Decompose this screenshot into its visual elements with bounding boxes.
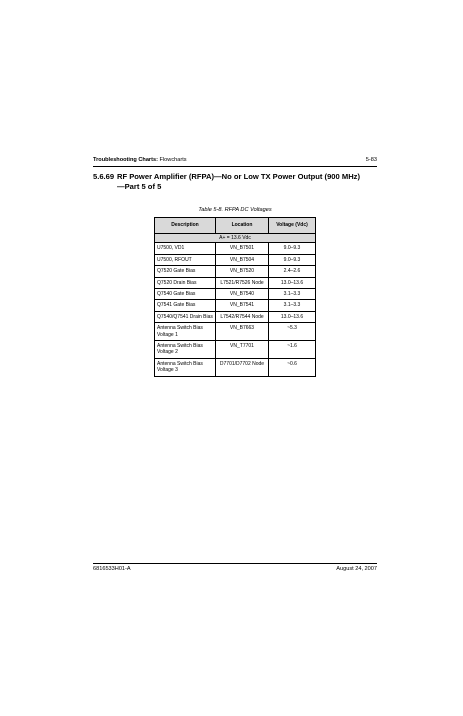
cell-description: U7500, VD1 [155, 243, 216, 254]
footer-rule [93, 563, 377, 564]
table-row [155, 266, 316, 277]
rfpa-dc-voltages-table [154, 217, 316, 377]
table-row [155, 300, 316, 311]
cell-description: Q7540 Gate Bias [155, 289, 216, 300]
table-row [155, 254, 316, 265]
header-rule [93, 166, 377, 167]
cell-description: Q7520 Drain Bias [155, 277, 216, 288]
chapter-title-bold: Troubleshooting Charts: [93, 157, 158, 163]
cell-location: VN_B7541 [216, 300, 269, 311]
supply-voltage-note: A+ = 13.6 Vdc [155, 234, 316, 243]
table-caption: Table 5-8. RFPA DC Voltages [198, 207, 272, 213]
cell-location: D7701/D7702 Node [216, 358, 269, 376]
cell-voltage: ~5.3 [269, 323, 316, 341]
table-row [155, 323, 316, 341]
cell-voltage: 9.0–9.3 [269, 254, 316, 265]
cell-voltage: 13.0–13.6 [269, 311, 316, 322]
table-row [155, 243, 316, 254]
cell-description: Antenna Switch Bias Voltage 3 [155, 358, 216, 376]
cell-description: U7500, RFOUT [155, 254, 216, 265]
cell-voltage: 2.4–2.6 [269, 266, 316, 277]
cell-location: L7542/R7544 Node [216, 311, 269, 322]
cell-location: L7521/R7526 Node [216, 277, 269, 288]
col-voltage-header: Voltage (Vdc) [269, 218, 316, 234]
cell-voltage: ~1.6 [269, 341, 316, 359]
cell-voltage: 13.0–13.6 [269, 277, 316, 288]
table-row [155, 289, 316, 300]
cell-voltage: ~0.6 [269, 358, 316, 376]
col-location-header: Location [216, 218, 269, 234]
cell-location: VN_T7701 [216, 341, 269, 359]
cell-description: Q7520 Gate Bias [155, 266, 216, 277]
cell-location: VN_B7504 [216, 254, 269, 265]
chapter-title [93, 157, 187, 163]
document-number: 6816533H01-A [93, 566, 131, 572]
cell-description: Q7541 Gate Bias [155, 300, 216, 311]
cell-description: Antenna Switch Bias Voltage 1 [155, 323, 216, 341]
cell-location: VN_B7520 [216, 266, 269, 277]
cell-description: Q7540/Q7541 Drain Bias [155, 311, 216, 322]
cell-voltage: 9.0–9.3 [269, 243, 316, 254]
section-title-line2: —Part 5 of 5 [117, 181, 162, 191]
section-heading [93, 172, 377, 191]
cell-description: Antenna Switch Bias Voltage 2 [155, 341, 216, 359]
table-row [155, 311, 316, 322]
page-number: 5-83 [365, 157, 377, 163]
table-row [155, 358, 316, 376]
cell-voltage: 3.1–3.3 [269, 300, 316, 311]
table-header-row [155, 218, 316, 234]
table-subheader-row [155, 234, 316, 243]
section-title-line1: RF Power Amplifier (RFPA)—No or Low TX Power Output (900 MHz) [117, 172, 361, 181]
cell-voltage: 3.1–3.3 [269, 289, 316, 300]
section-number: 5.6.69 [93, 172, 115, 181]
table-row [155, 341, 316, 359]
publication-date: August 24, 2007 [336, 566, 377, 572]
chapter-title-rest: Flowcharts [157, 157, 187, 163]
col-description-header: Description [155, 218, 216, 234]
cell-location: VN_B7663 [216, 323, 269, 341]
cell-location: VN_B7501 [216, 243, 269, 254]
table-row [155, 277, 316, 288]
cell-location: VN_B7540 [216, 289, 269, 300]
